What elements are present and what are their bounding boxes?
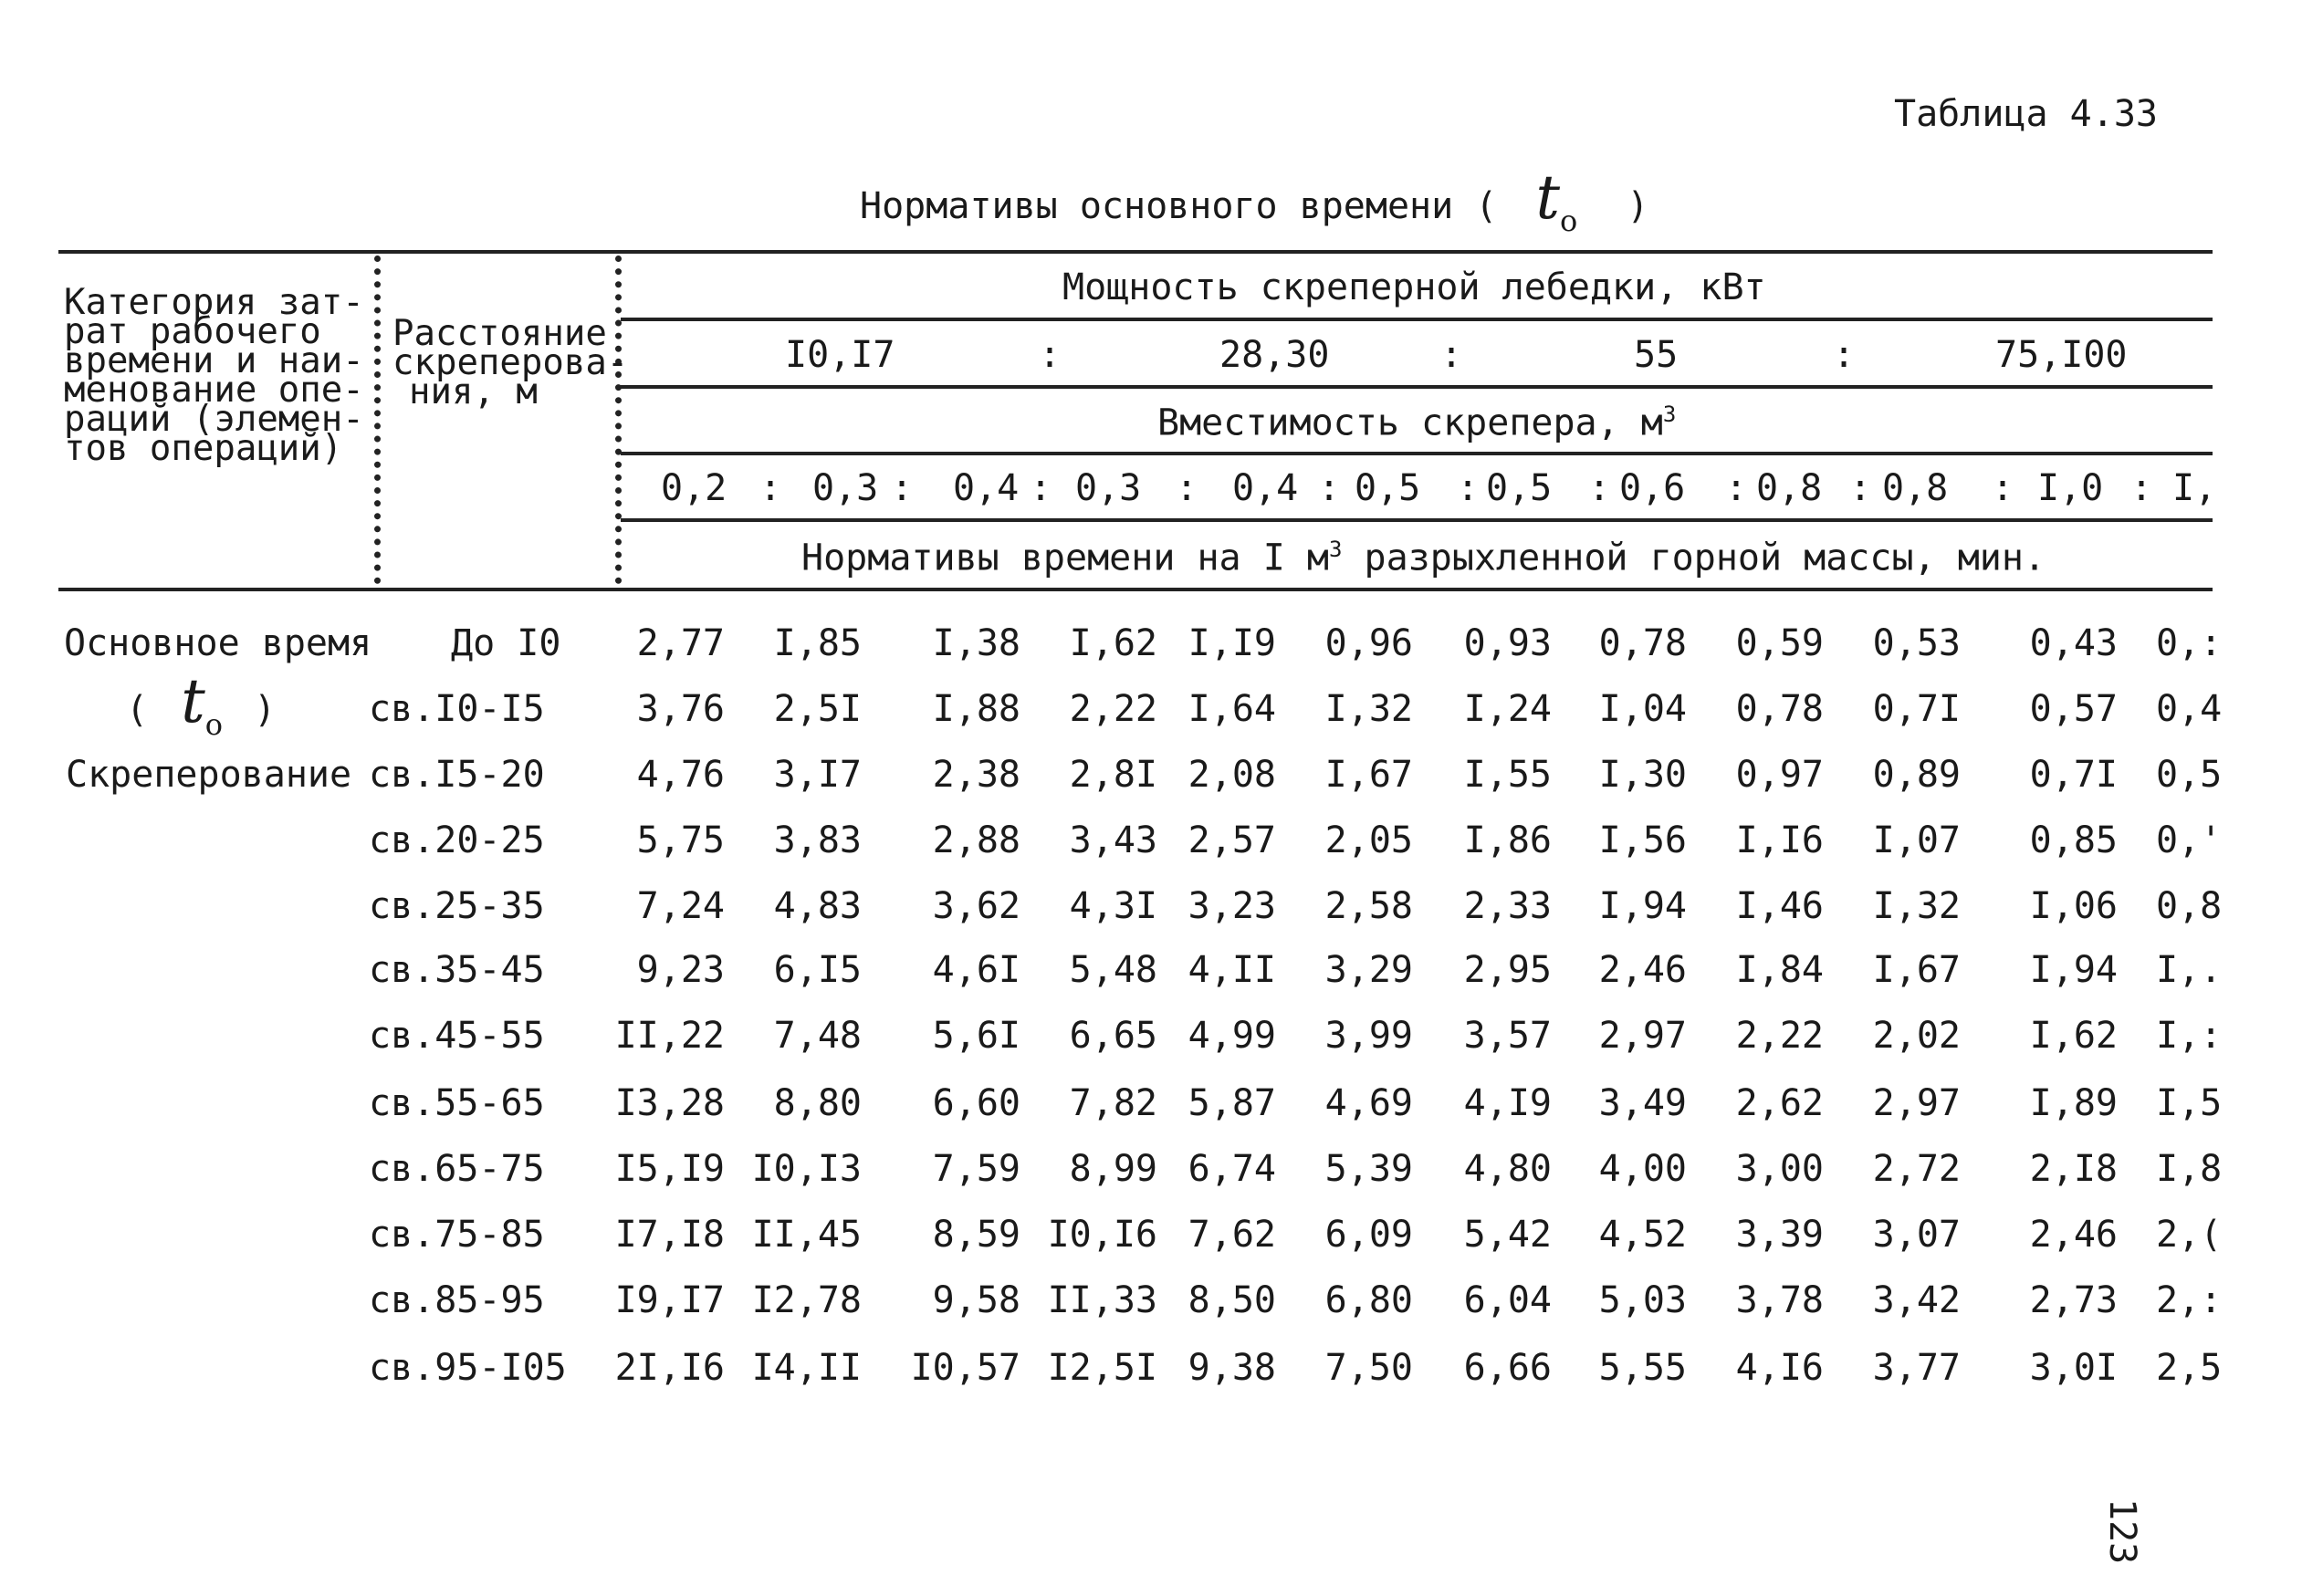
cell-value: 0,53 [1872, 622, 1961, 664]
cell-value: 7,62 [1188, 1214, 1276, 1256]
cell-value: 0,4 [2156, 688, 2223, 730]
row-label-symbol: ( $t_о$ ) [126, 666, 277, 743]
capacity-separator-11: : [2130, 467, 2153, 509]
cell-value: 2,08 [1188, 754, 1276, 796]
cell-value: 9,38 [1188, 1347, 1276, 1389]
cell-value: 5,75 [636, 819, 725, 861]
cell-value: 0,7I [1872, 688, 1961, 730]
cell-value: I,62 [1069, 622, 1157, 664]
cell-value: 0,93 [1463, 622, 1552, 664]
cell-value: 2,72 [1872, 1148, 1961, 1190]
cell-value: 2,46 [2029, 1214, 2118, 1256]
rule-header-bottom [58, 588, 2213, 591]
cell-value: I,: [2156, 1015, 2223, 1057]
cell-value: 2,58 [1324, 885, 1413, 927]
cell-value: 3,29 [1324, 949, 1413, 991]
cell-value: I,5 [2156, 1082, 2223, 1124]
cell-value: 4,6I [932, 949, 1020, 991]
cell-value: 3,42 [1872, 1279, 1961, 1321]
row-distance: св.20-25 [369, 819, 545, 861]
power-group-3: 55 [1634, 334, 1679, 376]
row-distance: св.35-45 [369, 949, 545, 991]
cell-value: 2,38 [932, 754, 1020, 796]
cell-value: 3,I7 [773, 754, 862, 796]
cell-value: I,32 [1324, 688, 1413, 730]
capacity-separator-1: : [759, 467, 782, 509]
cell-value: 4,69 [1324, 1082, 1413, 1124]
cell-value: 3,0I [2029, 1347, 2118, 1389]
header-category: Категория зат- рат рабочего времени и наи- менование опе- раций (элемен- тов операций) [64, 282, 364, 469]
cell-value: 2,57 [1188, 819, 1276, 861]
power-sep-3: : [1833, 334, 1856, 376]
cell-value: 9,23 [636, 949, 725, 991]
cell-value: 3,76 [636, 688, 725, 730]
page-number: 123 [2101, 1498, 2143, 1565]
row-distance: св.25-35 [369, 885, 545, 927]
cell-value: I,8 [2156, 1148, 2223, 1190]
cell-value: I5,I9 [614, 1148, 725, 1190]
row-distance: св.65-75 [369, 1148, 545, 1190]
cell-value: 5,55 [1598, 1347, 1687, 1389]
rule-groups [621, 385, 2213, 389]
cell-value: I,94 [1598, 885, 1687, 927]
row-label-basic-time: Основное время [64, 622, 372, 664]
cell-value: 4,76 [636, 754, 725, 796]
cell-value: I2,78 [751, 1279, 862, 1321]
cell-value: II,33 [1047, 1279, 1157, 1321]
cell-value: 0,5 [2156, 754, 2223, 796]
cell-value: 6,66 [1463, 1347, 1552, 1389]
row-distance: св.55-65 [369, 1082, 545, 1124]
cell-value: 2,8I [1069, 754, 1157, 796]
cell-value: 0,59 [1735, 622, 1824, 664]
cell-value: 0,8 [2156, 885, 2223, 927]
cell-value: 4,II [1188, 949, 1276, 991]
cell-value: 2,05 [1324, 819, 1413, 861]
cell-value: I,46 [1735, 885, 1824, 927]
cell-value: 4,83 [773, 885, 862, 927]
capacity-separator-2: : [891, 467, 914, 509]
table-title [860, 162, 1648, 238]
capacity-separator-8: : [1725, 467, 1748, 509]
cell-value: 6,60 [932, 1082, 1020, 1124]
cell-value: I,I6 [1735, 819, 1824, 861]
cell-value: 0,85 [2029, 819, 2118, 861]
cell-value: 5,48 [1069, 949, 1157, 991]
cell-value: 7,48 [773, 1015, 862, 1057]
cell-value: I0,I3 [751, 1148, 862, 1190]
cell-value: 2,( [2156, 1214, 2223, 1256]
capacity-separator-4: : [1176, 467, 1198, 509]
cell-value: 5,03 [1598, 1279, 1687, 1321]
cell-value: I9,I7 [614, 1279, 725, 1321]
cell-value: 2,97 [1598, 1015, 1687, 1057]
row-distance: св.75-85 [369, 1214, 545, 1256]
cell-value: 3,78 [1735, 1279, 1824, 1321]
header-distance: Расстояние скреперова- ния, м [392, 313, 629, 412]
capacity-4: 0,3 [1075, 467, 1142, 509]
cell-value: 8,50 [1188, 1279, 1276, 1321]
cell-value: I7,I8 [614, 1214, 725, 1256]
title-text: Нормативы основного времени ( [860, 185, 1498, 227]
capacity-6: 0,5 [1355, 467, 1421, 509]
cell-value: 8,80 [773, 1082, 862, 1124]
row-distance: св.85-95 [369, 1279, 545, 1321]
cell-value: 0,: [2156, 622, 2223, 664]
cell-value: I,. [2156, 949, 2223, 991]
cell-value: II,22 [614, 1015, 725, 1057]
cell-value: 2,22 [1735, 1015, 1824, 1057]
cell-value: 3,83 [773, 819, 862, 861]
cell-value: 0,' [2156, 819, 2223, 861]
cell-value: 3,77 [1872, 1347, 1961, 1389]
cell-value: 4,99 [1188, 1015, 1276, 1057]
power-sep-2: : [1440, 334, 1463, 376]
cell-value: 7,59 [932, 1148, 1020, 1190]
cell-value: 2,22 [1069, 688, 1157, 730]
cell-value: I,86 [1463, 819, 1552, 861]
cell-value: 4,80 [1463, 1148, 1552, 1190]
cell-value: 0,7I [2029, 754, 2118, 796]
cell-value: 6,04 [1463, 1279, 1552, 1321]
header-capacity-label: Вместимость скрепера, $м^3$ [1157, 402, 1677, 444]
cell-value: 8,59 [932, 1214, 1020, 1256]
title-symbol: $t_о$ [1535, 162, 1578, 239]
cell-value: 2,02 [1872, 1015, 1961, 1057]
row-label-symbol-t: $t_о$ [181, 666, 223, 743]
cell-value: I0,I6 [1047, 1214, 1157, 1256]
cell-value: 0,78 [1598, 622, 1687, 664]
capacity-3: 0,4 [953, 467, 1020, 509]
rule-top [58, 250, 2213, 254]
cell-value: 3,43 [1069, 819, 1157, 861]
cell-value: I,88 [932, 688, 1020, 730]
cell-value: 2,5 [2156, 1347, 2223, 1389]
cell-value: 5,42 [1463, 1214, 1552, 1256]
cell-value: 3,99 [1324, 1015, 1413, 1057]
capacity-separator-6: : [1457, 467, 1480, 509]
cell-value: 2,I8 [2029, 1148, 2118, 1190]
cell-value: 6,80 [1324, 1279, 1413, 1321]
cell-value: 2,73 [2029, 1279, 2118, 1321]
cell-value: I,07 [1872, 819, 1961, 861]
cell-value: 3,57 [1463, 1015, 1552, 1057]
header-power-label: Мощность скреперной лебедки, кВт [1062, 266, 1766, 308]
capacity-5: 0,4 [1232, 467, 1299, 509]
cell-value: 4,I9 [1463, 1082, 1552, 1124]
cell-value: 6,I5 [773, 949, 862, 991]
cell-value: 3,39 [1735, 1214, 1824, 1256]
cell-value: 4,52 [1598, 1214, 1687, 1256]
cell-value: 3,49 [1598, 1082, 1687, 1124]
cell-value: I4,II [751, 1347, 862, 1389]
cell-value: I,64 [1188, 688, 1276, 730]
cell-value: 2,77 [636, 622, 725, 664]
cell-value: I,62 [2029, 1015, 2118, 1057]
capacity-7: 0,5 [1486, 467, 1553, 509]
cell-value: 0,43 [2029, 622, 2118, 664]
cell-value: I,67 [1872, 949, 1961, 991]
cell-value: I3,28 [614, 1082, 725, 1124]
row-distance: св.I5-20 [369, 754, 545, 796]
cell-value: 2,62 [1735, 1082, 1824, 1124]
row-distance: До I0 [451, 622, 561, 664]
cell-value: 7,82 [1069, 1082, 1157, 1124]
cell-value: 5,39 [1324, 1148, 1413, 1190]
power-group-2: 28,30 [1219, 334, 1330, 376]
cell-value: 2,46 [1598, 949, 1687, 991]
cell-value: 4,00 [1598, 1148, 1687, 1190]
capacity-1: 0,2 [661, 467, 727, 509]
cell-value: 0,97 [1735, 754, 1824, 796]
cell-value: 3,62 [932, 885, 1020, 927]
cell-value: II,45 [751, 1214, 862, 1256]
cell-value: I,85 [773, 622, 862, 664]
header-norms-label: Нормативы времени на I $м^3$ разрыхленной горной массы, мин. [801, 537, 2046, 579]
cell-value: 5,6I [932, 1015, 1020, 1057]
cell-value: 2I,I6 [614, 1347, 725, 1389]
capacity-separator-9: : [1849, 467, 1872, 509]
cell-value: 3,00 [1735, 1148, 1824, 1190]
cell-value: I,84 [1735, 949, 1824, 991]
separator-col1 [374, 256, 381, 584]
cell-value: 7,50 [1324, 1347, 1413, 1389]
row-distance: св.95-I05 [369, 1347, 567, 1389]
cell-value: 0,78 [1735, 688, 1824, 730]
cell-value: 0,89 [1872, 754, 1961, 796]
cell-value: 8,99 [1069, 1148, 1157, 1190]
cell-value: I,55 [1463, 754, 1552, 796]
cell-value: I,I9 [1188, 622, 1276, 664]
cell-value: I,67 [1324, 754, 1413, 796]
cell-value: I,04 [1598, 688, 1687, 730]
power-sep-1: : [1039, 334, 1062, 376]
capacity-11: I,0 [2037, 467, 2104, 509]
cell-value: 5,87 [1188, 1082, 1276, 1124]
row-distance: св.45-55 [369, 1015, 545, 1057]
cell-value: 0,57 [2029, 688, 2118, 730]
cell-value: I,89 [2029, 1082, 2118, 1124]
cell-value: 2,97 [1872, 1082, 1961, 1124]
cell-value: 4,I6 [1735, 1347, 1824, 1389]
capacity-12: I, [2172, 467, 2217, 509]
cell-value: I2,5I [1047, 1347, 1157, 1389]
row-distance: св.I0-I5 [369, 688, 545, 730]
rule-power [621, 318, 2213, 321]
cell-value: 6,09 [1324, 1214, 1413, 1256]
cell-value: 6,74 [1188, 1148, 1276, 1190]
power-group-1: I0,I7 [785, 334, 895, 376]
separator-col2 [615, 256, 622, 584]
capacity-separator-5: : [1318, 467, 1341, 509]
cell-value: I,24 [1463, 688, 1552, 730]
cell-value: I,94 [2029, 949, 2118, 991]
cell-value: 2,95 [1463, 949, 1552, 991]
cell-value: I,30 [1598, 754, 1687, 796]
capacity-2: 0,3 [812, 467, 879, 509]
capacity-9: 0,8 [1756, 467, 1823, 509]
power-group-4: 75,I00 [1995, 334, 2128, 376]
cell-value: 4,3I [1069, 885, 1157, 927]
cell-value: 7,24 [636, 885, 725, 927]
cell-value: 2,: [2156, 1279, 2223, 1321]
cell-value: 0,96 [1324, 622, 1413, 664]
capacity-8: 0,6 [1619, 467, 1686, 509]
capacity-separator-7: : [1588, 467, 1611, 509]
cell-value: 9,58 [932, 1279, 1020, 1321]
capacity-separator-3: : [1030, 467, 1052, 509]
cell-value: 2,33 [1463, 885, 1552, 927]
cell-value: 3,07 [1872, 1214, 1961, 1256]
rule-capacity [621, 452, 2213, 455]
cell-value: I,38 [932, 622, 1020, 664]
rule-capvals [621, 518, 2213, 522]
row-label-scraping: Скреперование [66, 754, 352, 796]
cell-value: I,06 [2029, 885, 2118, 927]
cell-value: 2,88 [932, 819, 1020, 861]
cell-value: I0,57 [910, 1347, 1020, 1389]
cell-value: 2,5I [773, 688, 862, 730]
cell-value: I,56 [1598, 819, 1687, 861]
capacity-separator-10: : [1992, 467, 2014, 509]
cell-value: 3,23 [1188, 885, 1276, 927]
cell-value: 6,65 [1069, 1015, 1157, 1057]
table-number: Таблица 4.33 [1894, 93, 2158, 135]
cell-value: I,32 [1872, 885, 1961, 927]
title-close: ) [1627, 185, 1649, 227]
capacity-10: 0,8 [1882, 467, 1949, 509]
